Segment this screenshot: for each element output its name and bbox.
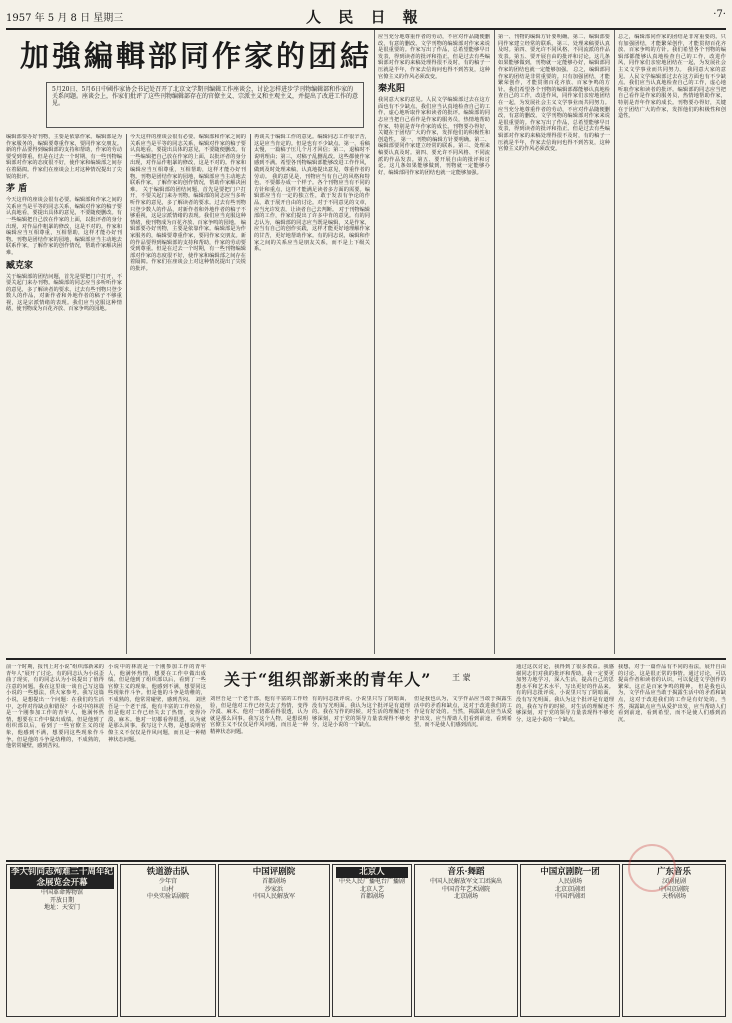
ad-line: 中国人民解放军文工团演出 (429, 878, 502, 885)
bottom-column-2 (108, 664, 206, 858)
ad-line: 北京人艺 (359, 885, 384, 893)
article-text: 应当充分地尊重作者的劳动，不应对作品随便删改，有意的删改。文学刊物的编辑部对作家来说是很重要的。作家写出了作品，总希望能够早日发表，得到读者的批评和指正。但是过去有些编辑部对作家的来稿处理得很不及时，有的稿子一压就是半年，作家去信询问也得不到答复，这种官僚主义的作风必须改变。 (498, 106, 610, 153)
article-text: 关于编辑部的团结问题，首先是要把门户打开，不要关起门来办刊物。编辑部的同志应当多听听作家的意见，多了解读者的要求。过去有些刊物只登少数人的作品，对新作者和外地作者的稿子不够重视，这是宗派情绪的表现。我们应当克服这种情绪，使刊物成为百花齐放、百家争鸣的园地。 (130, 186, 246, 226)
newspaper-title: 人 民 日 報 (306, 8, 424, 26)
article-text: 通过这次讨论，我得到了很多教益。我感谢同志们对我的批评和帮助。我一定要更加努力地学习，深入生活，提高自己的思想水平和艺术水平，写出更好的作品来。 (516, 664, 614, 690)
second-author: 王 蒙 (452, 673, 471, 682)
article-text: 第一、刊物的编辑方针要明确。第二、编辑部要同作家建立经常的联系。第三、处理来稿要认真及时。第四、要允许不同风格、不同流派的作品发表。第五、要开展自由的批评和讨论。这几条如果能够做到，刊物就一定能够办好，编辑部同作家的团结也就一定能够加强。 (378, 136, 490, 176)
article-text: 但是我也认为，文学作品应当敢于揭露生活中的矛盾和缺点，这对于改进我们的工作是有好处的。当然，揭露缺点应当从爱护出发，应当帮助人们看到前途，看到希望，而不是使人们感到消沉。 (414, 696, 512, 729)
article-text: 总之，编辑部同作家的团结是非常重要的。只有加强团结，才能繁荣创作，才能贯彻百花齐放、百家争鸣的方针。我们希望各个刊物的编辑部都能够认真地检查自己的工作，改进作风，同作家们亲密地团结在一起，为发展社会主义文学事业而共同努力。 (498, 66, 610, 106)
article-text: 有的同志批评说，小说里只写了阴暗面，没有写光明面。我认为这个批评是有道理的。我在写作的时候，对生活的理解还不够深刻，对于党的领导力量表现得不够充分，这是小说的一个缺点。 (516, 690, 614, 723)
article-text: 我想，对于一篇作品有不同的看法，展开自由的讨论，这是很正常的事情。通过讨论，可以提高作者和读者的认识，可以促进文学创作的繁荣。这正是百家争鸣的精神。 (618, 664, 726, 690)
bottom-column-3 (210, 696, 308, 858)
ad-line: 少年宫 (158, 878, 177, 885)
ad-title: 音乐·舞蹈 (447, 867, 485, 877)
ad-line: 地址：天安门 (43, 904, 80, 911)
ad-block (120, 864, 216, 1017)
speaker-name: 茅 盾 (6, 184, 28, 195)
article-column-3 (254, 134, 370, 654)
ad-block (218, 864, 330, 1017)
ad-line: 中国京剧院 (658, 885, 689, 893)
article-text: 对于刊物编辑部的工作，作家们提出了许多中肯的意见。有的同志认为，编辑部的同志应当既是编辑，又是作家，应当有自己的创作实践，这样才能更好地理解作家的甘苦，更好地帮助作家。有的同志说，编辑和作家之间的关系应当是朋友关系，而不是上下级关系。 (254, 206, 370, 253)
article-text: 第一、刊物的编辑方针要明确。第二、编辑部要同作家建立经常的联系。第三、处理来稿要认真及时。第四、要允许不同风格、不同流派的作品发表。第五、要开展自由的批评和讨论。这几条如果能够做到，刊物就一定能够办好，编辑部同作家的团结也就一定能够加强。 (498, 34, 610, 73)
ad-line: 中央实验话剧院 (146, 893, 189, 900)
ad-line: 沙家浜 (264, 885, 283, 893)
column-divider (126, 134, 127, 654)
article-column-1 (6, 134, 122, 654)
ad-line: 中国青年艺术剧院 (441, 885, 490, 893)
article-column-5 (498, 34, 610, 654)
ad-line: 山村 (161, 885, 174, 893)
article-text: 我同意大家的意见。人民文学编辑部过去在这方面也有不少缺点。我们应当认真地检查自己的工作，虚心地听取作家和读者的批评。编辑部的同志应当把自己看作是作家的服务员，热情地帮助作家，特别是青年作家的成长。刊物要办得好，关键在于团结广大的作家，发挥他们的积极性和创造性。 (378, 97, 490, 143)
ad-line: 中国评剧团 (554, 893, 585, 900)
bottom-column-1 (6, 664, 104, 858)
article-text: 关于编辑部的团结问题，首先是要把门户打开，不要关起门来办刊物。编辑部的同志应当多听听作家的意见，多了解读者的要求。过去有些刊物只登少数人的作品，对新作者和外地作者的稿子不够重视，这是宗派情绪的表现。我们应当克服这种情绪，使刊物成为百花齐放、百家争鸣的园地。 (6, 273, 122, 313)
article-text: 再谈关于编辑工作的意见。编辑同志工作很辛苦，这是应当肯定的。但是也有不少缺点。第一，看稿太慢，一篇稿子压几个月才回信；第二，退稿时不说明理由；第三，对稿子乱删乱改。这些都使作家感到不满。希望各刊物编辑部能够改进工作作风，做到及时处理来稿，认真地提出意见，尊重作者的劳动。 (254, 134, 370, 180)
ad-line: 汉剧昆剧 (661, 878, 686, 885)
masthead (6, 6, 726, 30)
article-text: 但是我也认为，文学作品应当敢于揭露生活中的矛盾和缺点，这对于改进我们的工作是有好处的。当然，揭露缺点应当从爱护出发，应当帮助人们看到前途，看到希望，而不是使人们感到消沉。 (618, 683, 726, 723)
column-divider (614, 30, 615, 654)
ad-block (6, 864, 118, 1017)
ad-block (414, 864, 518, 1017)
bottom-column-5 (414, 696, 512, 858)
article-text: 前一个时期，报刊上对小说“组织部新来的青年人”展开了讨论。有的同志认为小说歪曲了现实，有的同志认为小说提出了值得注意的问题。我在这里谈一谈自己写这篇小说的一些想法，供大家参考。我写这篇小说，是想提出一个问题：在我们的生活中，怎样对待缺点和错误？ (6, 664, 104, 710)
bottom-column-6 (516, 664, 614, 858)
article-text: 刘世吾是一个老干部，他有丰富的工作经验，但是他对工作已经失去了热情，变得冷漠、麻木。他对一切都看得很透，认为就是那么回事。我写这个人物，是想说明官僚主义不仅仅是作风问题，而且是一种精神状态问题。 (210, 696, 308, 735)
ad-line: 首都剧场 (261, 878, 286, 885)
speaker-name: 秦兆阳 (378, 84, 406, 95)
ad-line: 开放日期 (49, 896, 74, 904)
article-text: 今天这样的座谈会很有必要。编辑部和作家之间的关系应当是平等的同志关系，编辑对作家的稿子要认真地看，要提出具体的意见，不要随便删改。有一些编辑把自己放在作家的上面，以批评者的身分出现，对作品作粗暴的修改，这是不对的。作家和编辑应当互相尊重，互相帮助，这样才能办好刊物。刊物是团结作家的园地，编辑部应当主动地去联系作家，了解作家的创作情况，帮助作家解决困难。 (130, 134, 246, 193)
column-divider (250, 134, 251, 654)
article-text: 应当充分地尊重作者的劳动，不应对作品随便删改，有意的删改。文学刊物的编辑部对作家来说是很重要的。作家写出了作品，总希望能够早日发表，得到读者的批评和指正。但是过去有些编辑部对作家的来稿处理得很不及时，有的稿子一压就是半年，作家去信询问也得不到答复，这种官僚主义的作风必须改变。 (378, 34, 490, 80)
article-column-6 (618, 34, 726, 654)
ad-block (332, 864, 412, 1017)
second-headline: 关于“组织部新来的青年人” (224, 670, 432, 689)
ad-line: 中央人民广播电台广播剧 (338, 878, 405, 885)
article-text: 我的意见是，刊物应当有自己的风格和特色，不要都办成一个样子。各个刊物应当有不同的方针和重点，这样才能满足读者多方面的需要。编辑部应当有一定的独立性，敢于发表有争论的作品，敢于展开自由的讨论。对于不同意见的文章，应当允许发表，让读者自己去判断。 (254, 173, 370, 213)
bottom-column-4 (312, 696, 410, 858)
article-text: 有的同志批评说，小说里只写了阴暗面，没有写光明面。我认为这个批评是有道理的。我在写作的时候，对生活的理解还不够深刻，对于党的领导力量表现得不够充分，这是小说的一个缺点。 (312, 696, 410, 729)
ad-line: 中国革命博物馆 (40, 889, 83, 896)
ad-title: 北京人 (336, 867, 408, 878)
ad-title: 铁道游击队 (146, 867, 190, 877)
issue-date: 1957 年 5 月 8 日 星期三 (6, 13, 124, 24)
article-text: 总之，编辑部同作家的团结是非常重要的。只有加强团结，才能繁荣创作，才能贯彻百花齐放、百家争鸣的方针。我们希望各个刊物的编辑部都能够认真地检查自己的工作，改进作风，同作家们亲密地团结在一起，为发展社会主义文学事业而共同努力。 (618, 34, 726, 73)
editor-note-box: 5月20日、5月6日中國作家协会书记处召开了北京文学期刊编辑工作座谈会，讨论怎样进步学刊物编辑部和作家的关系问题。座谈会上，作家们批评了这些刊物编辑部存在的官僚主义、宗派主义和主观主义，并提出了改进工作的意见。 (46, 82, 364, 128)
page-number: ·7· (713, 9, 726, 20)
library-stamp-icon (628, 844, 676, 892)
section-divider (6, 658, 726, 660)
column-divider (494, 30, 495, 654)
ad-line: 首都剧场 (359, 893, 384, 900)
article-text: 编辑部要办好刊物，主要是依靠作家。编辑部是为作家服务的，编辑要尊重作家，要同作家交朋友。新的作品要得到编辑部的支持和帮助，作家的劳动要受到尊重。但是在过去一个时期，有一些刊物编辑部对作家的态度很不好，使作家和编辑部之间存在着隔阂。作家们在座谈会上对这种情况提出了尖锐的批评。 (6, 134, 122, 180)
article-column-2 (130, 134, 246, 654)
column-divider (374, 30, 375, 654)
article-text: 小说中的林震是一个刚参加工作的青年人，他满怀热情，想要在工作中做出成绩。但是他到了组织部以后，看到了一些官僚主义的现象，他感到不满，想要同这些现象作斗争。但是他的斗争是幼稚的，不成熟的，他常常碰壁，感到苦闷。 (108, 664, 206, 703)
ad-title: 中国评剧院 (252, 867, 296, 877)
ad-line: 中国人民解放军 (252, 893, 295, 900)
ad-line: 天桥剧场 (661, 893, 686, 900)
article-text: 刘世吾是一个老干部，他有丰富的工作经验，但是他对工作已经失去了热情，变得冷漠、麻木。他对一切都看得很透，认为就是那么回事。我写这个人物，是想说明官僚主义不仅仅是作风问题，而且是一种精神状态问题。 (108, 696, 206, 743)
speaker-name: 臧克家 (6, 260, 34, 271)
ad-title: 中国京剧院一团 (540, 867, 600, 877)
newspaper-page (6, 6, 726, 1017)
ad-title: 李大钊同志殉难三十周年纪念展览会开幕 (10, 867, 113, 888)
ad-line: 北京剧场 (453, 893, 478, 900)
article-text: 今天这样的座谈会很有必要。编辑部和作家之间的关系应当是平等的同志关系，编辑对作家的稿子要认真地看，要提出具体的意见，不要随便删改。有一些编辑把自己放在作家的上面，以批评者的身分出现，对作品作粗暴的修改，这是不对的。作家和编辑应当互相尊重，互相帮助，这样才能办好刊物。刊物是团结作家的园地，编辑部应当主动地去联系作家，了解作家的创作情况，帮助作家解决困难。 (6, 197, 122, 256)
main-headline: 加強編輯部同作家的团結 (20, 39, 373, 73)
ad-title: 广东音乐 (656, 867, 691, 877)
ad-line: 北京京剧团 (554, 885, 585, 893)
ad-block (520, 864, 620, 1017)
ads-divider (6, 860, 726, 862)
bottom-column-7 (618, 664, 726, 858)
article-text: 小说中的林震是一个刚参加工作的青年人，他满怀热情，想要在工作中做出成绩。但是他到了组织部以后，看到了一些官僚主义的现象，他感到不满，想要同这些现象作斗争。但是他的斗争是幼稚的，不成熟的，他常常碰壁，感到苦闷。 (6, 703, 104, 750)
ad-line: 人民剧场 (557, 878, 582, 885)
article-text: 我同意大家的意见。人民文学编辑部过去在这方面也有不少缺点。我们应当认真地检查自己的工作，虚心地听取作家和读者的批评。编辑部的同志应当把自己看作是作家的服务员，热情地帮助作家，特别是青年作家的成长。刊物要办得好，关键在于团结广大的作家，发挥他们的积极性和创造性。 (618, 66, 726, 120)
article-text: 编辑部要办好刊物，主要是依靠作家。编辑部是为作家服务的，编辑要尊重作家，要同作家交朋友。新的作品要得到编辑部的支持和帮助，作家的劳动要受到尊重。但是在过去一个时期，有一些刊物编辑部对作家的态度很不好，使作家和编辑部之间存在着隔阂。作家们在座谈会上对这种情况提出了尖锐的批评。 (130, 219, 246, 272)
article-column-4 (378, 34, 490, 654)
advertisement-strip (6, 864, 726, 1017)
